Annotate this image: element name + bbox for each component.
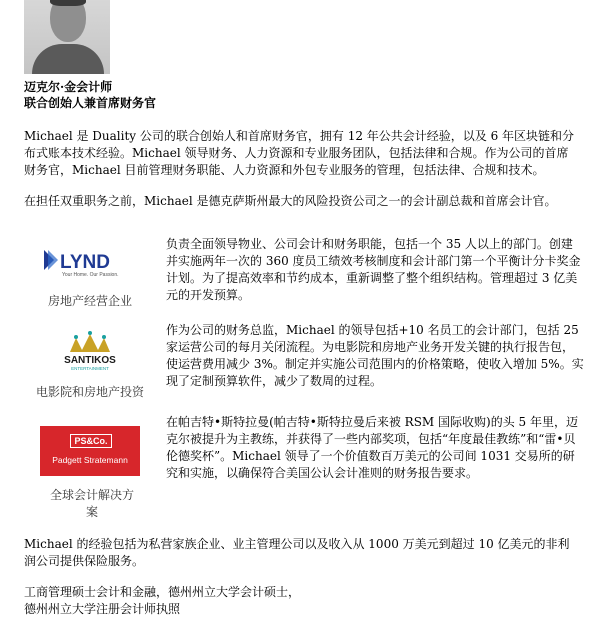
padgett-caption [40,487,144,521]
photo-head [50,0,86,42]
padgett-caption-line-1: 全球会计解决方 [49,488,134,502]
padgett-monogram: PS&Co. [70,434,112,448]
lynd-wordmark: LYND [60,252,110,273]
padgett-wordmark: Padgett Stratemann [52,455,128,465]
photo-hair [50,0,86,6]
profile-name: 迈克尔·金会计师 [24,80,113,94]
photo-shoulders [32,44,104,74]
padgett-logo [40,426,140,476]
lynd-description: 负责全面领导物业、公司会计和财务职能，包括一个 35 人以上的部门。创建并实施两年一次的 360 度员工绩效考核制度和会计部门第一个平衡计分卡奖金计划。为了提高效率和节约成本，重新调整了整个组织结构。管理超过 3 亿美元的开发预算。 [166,237,581,302]
summary-paragraph: Michael 的经验包括为私营家族企业、业主管理公司以及收入从 1000 万美元到超过 10 亿美元的非利润公司提供保险服务。 [24,537,570,568]
lynd-caption: 房地产经营企业 [47,294,132,308]
lynd-logo [42,248,138,278]
santikos-tagline: ENTERTAINMENT [71,366,109,371]
santikos-caption: 电影院和房地产投资 [35,385,144,399]
santikos-jewel-left [74,335,78,339]
santikos-description: 作为公司的财务总监，Michael 的领导包括+10 名员工的会计部门，包括 25 家运营公司的每月关闭流程。为电影院和房地产业务开发关键的执行报告包，使运营费用减少 3%。制定并实施公司范围内的价格策略，使收入增加 5%。实现了定制预算软件，减少了数周的过程。 [166,323,584,388]
education-line-cut: 德州州立大学注册会计师执照 [24,602,181,616]
padgett-description: 在帕吉特•斯特拉曼(帕吉特•斯特拉曼后来被 RSM 国际收购)的头 5 年里，迈克尔被提升为主教练，并获得了一些内部奖项，包括“年度最佳教练”和“雷•贝伦德奖杯”。Michael 领导了一个价值数百万美元的公司间 1031 交易所的研究和实施，以确保符合美国公认会计准则的财务报告要求。 [166,415,578,480]
bio-paragraph-2: 在担任双重职务之前，Michael 是德克萨斯州最大的风险投资公司之一的会计副总裁和首席会计官。 [24,194,557,208]
education-line: 工商管理硕士会计和金融，德州州立大学会计硕士， [24,585,301,599]
santikos-wordmark: SANTIKOS [64,355,116,366]
santikos-jewel-right [102,335,106,339]
santikos-logo [54,330,126,372]
padgett-caption-line-2: 案 [85,505,98,519]
profile-photo [24,0,110,74]
profile-title: 联合创始人兼首席财务官 [24,96,157,110]
bio-paragraph-1: Michael 是 Duality 公司的联合创始人和首席财务官，拥有 12 年公共会计经验，以及 6 年区块链和分布式账本技术经验。Michael 领导财务、人力资源和专业服务团队，包括法律和合规。作为公司的首席财务官，Michael 目前管理财务职能、人力资源和外包专业服务的管理，包括法律、合规和技术。 [24,129,575,177]
lynd-tagline: Your Home. Our Passion. [62,272,119,278]
santikos-jewel-center [88,331,92,335]
lynd-mark-right [48,250,58,270]
